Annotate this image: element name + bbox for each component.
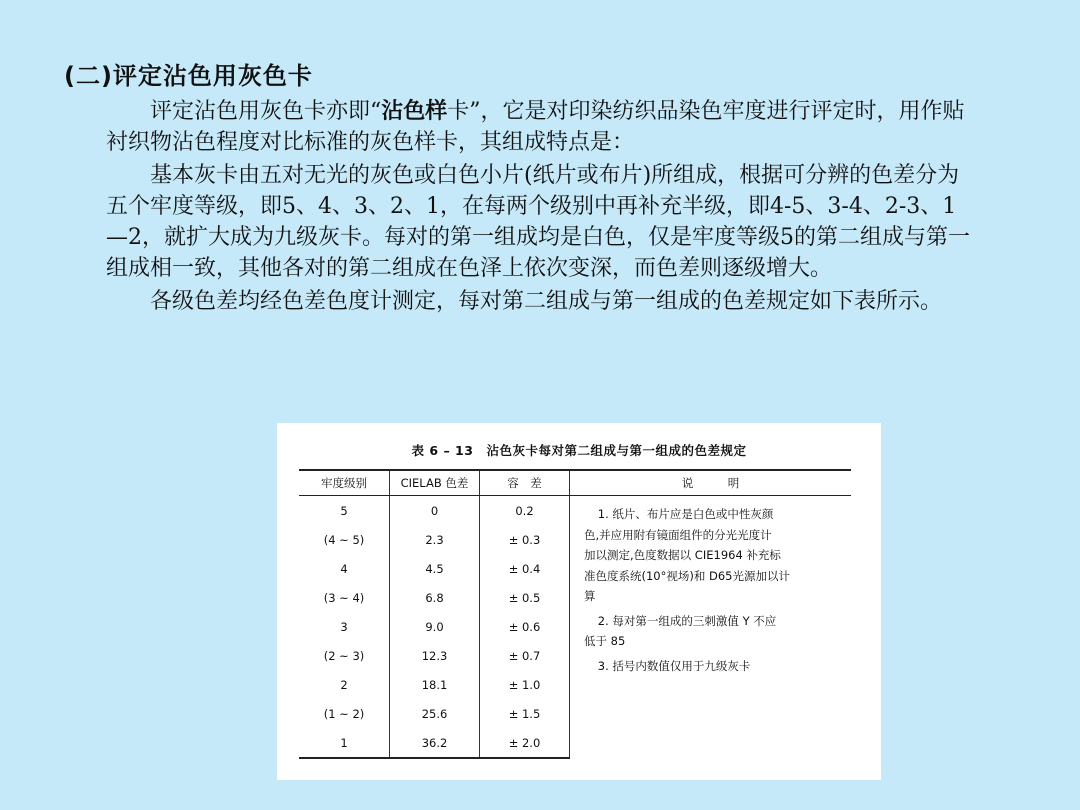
cell-grade: 2 <box>340 677 348 692</box>
note-3-line-1: 3. 括号内数值仅用于九级灰卡 <box>597 658 751 673</box>
note-2-line-1: 2. 每对第一组成的三刺激值 Y 不应 <box>597 613 777 628</box>
cell-tolerance: ± 1.0 <box>480 670 570 699</box>
cell-tolerance: ± 2.0 <box>480 728 570 758</box>
table-figure <box>277 423 881 780</box>
table-row <box>299 496 851 526</box>
cell-cielab: 12.3 <box>390 641 480 670</box>
p1-post: 卡”，它是对印染纺织品染色牢度进行评定时，用作贴衬织物沾色程度对比标准的灰色样卡，其组成特点是： <box>106 99 965 155</box>
header-grade: 牢度级别 <box>299 470 390 496</box>
header-notes: 说 明 <box>570 470 852 496</box>
note-2-line-2: 低于 85 <box>584 634 626 648</box>
cell-grade: 5 <box>340 503 348 518</box>
p1-pre: 评定沾色用灰色卡亦即“ <box>150 99 382 124</box>
cell-cielab: 2.3 <box>390 525 480 554</box>
paragraph-2: 基本灰卡由五对无光的灰色或白色小片(纸片或布片)所组成，根据可分辨的色差分为五个牢度等级，即5、4、3、2、1，在每两个级别中再补充半级，即4-5、3-4、2-3、1—2，就扩大成为九级灰卡。每对的第一组成均是白色，仅是牢度等级5的第二组成与第一组成相一致，其他各对的第二组成在色泽上依次变深，而色差则逐级增大。 <box>106 163 970 281</box>
cell-tolerance: ± 0.6 <box>480 612 570 641</box>
cell-cielab: 0 <box>390 496 480 526</box>
color-difference-table <box>299 469 851 759</box>
paragraph-1 <box>106 96 976 158</box>
note-1-line-5: 算 <box>584 589 596 603</box>
cell-cielab: 25.6 <box>390 699 480 728</box>
cell-grade: 3 <box>340 619 348 634</box>
section-heading: (二)评定沾色用灰色卡 <box>64 62 313 90</box>
p1-bold-term: 沾色样 <box>381 98 448 124</box>
cell-grade: (3 ~ 4) <box>323 590 365 605</box>
cell-grade: (2 ~ 3) <box>323 648 365 663</box>
cell-grade: (4 ~ 5) <box>323 532 365 547</box>
cell-tolerance: ± 0.7 <box>480 641 570 670</box>
cell-cielab: 9.0 <box>390 612 480 641</box>
note-1-line-1: 1. 纸片、布片应是白色或中性灰颜 <box>597 507 774 521</box>
cell-cielab: 6.8 <box>390 583 480 612</box>
cell-cielab: 36.2 <box>390 728 480 758</box>
table-header-row <box>299 470 851 496</box>
cell-tolerance: ± 0.3 <box>480 525 570 554</box>
cell-cielab: 4.5 <box>390 554 480 583</box>
paragraph-3: 各级色差均经色差色度计测定，每对第二组成与第一组成的色差规定如下表所示。 <box>150 289 943 314</box>
table-caption: 表 6 – 13 沾色灰卡每对第二组成与第一组成的色差规定 <box>411 443 747 458</box>
note-1-line-2: 色,并应用附有镜面组件的分光光度计 <box>584 527 772 542</box>
cell-grade: 1 <box>299 728 390 758</box>
cell-cielab: 18.1 <box>390 670 480 699</box>
header-cielab: CIELAB 色差 <box>390 470 480 496</box>
cell-tolerance: 0.2 <box>480 496 570 526</box>
header-tolerance: 容 差 <box>480 470 570 496</box>
note-1-line-3: 加以测定,色度数据以 CIE1964 补充标 <box>584 548 781 562</box>
note-1-line-4: 准色度系统(10°视场)和 D65光源加以计 <box>584 568 790 583</box>
cell-tolerance: ± 0.4 <box>480 554 570 583</box>
cell-grade: 4 <box>340 561 348 576</box>
cell-tolerance: ± 0.5 <box>480 583 570 612</box>
cell-tolerance: ± 1.5 <box>480 699 570 728</box>
cell-grade: (1 ~ 2) <box>323 706 365 721</box>
body-text <box>106 96 976 319</box>
notes-cell <box>570 496 852 759</box>
